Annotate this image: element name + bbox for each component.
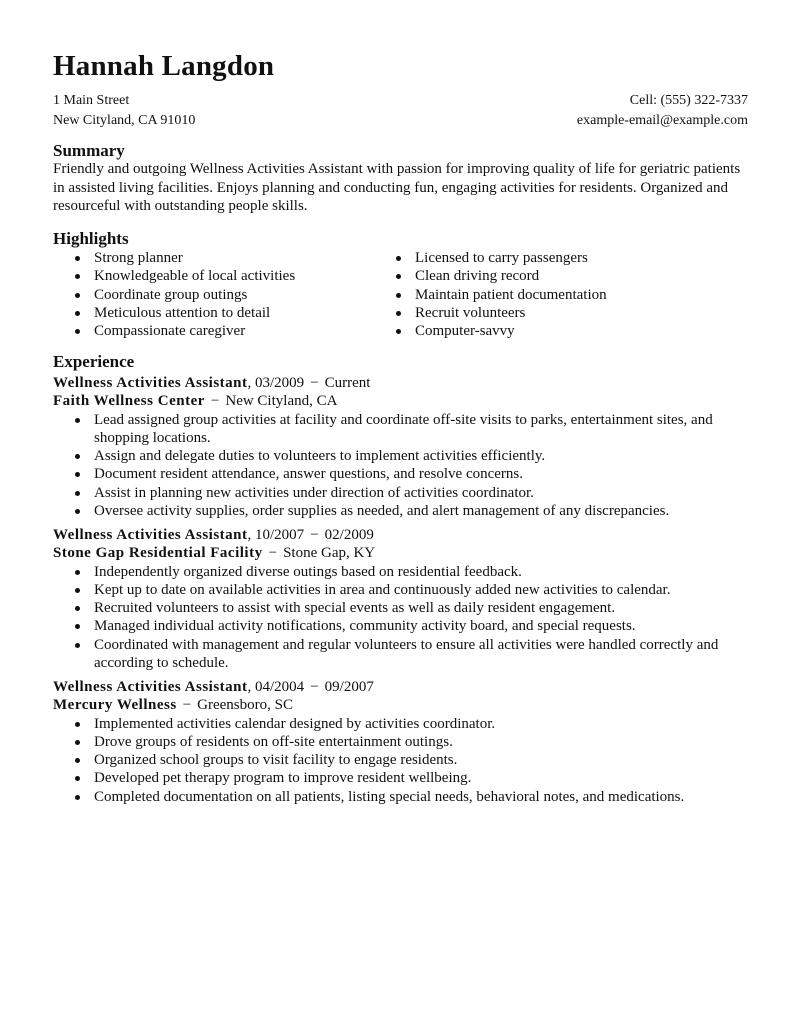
job-end-date: 09/2007: [324, 679, 374, 695]
highlight-item: Recruit volunteers: [415, 304, 607, 322]
job-start-date: , 04/2004: [247, 679, 305, 695]
highlight-item: Licensed to carry passengers: [415, 249, 607, 267]
highlights-list-left: [94, 249, 295, 340]
duty-item: Drove groups of residents on off-site entertainment outings.: [94, 733, 748, 751]
highlight-item: Meticulous attention to detail: [94, 304, 295, 322]
job-end-date: 02/2009: [324, 527, 374, 543]
job-entry: [53, 526, 748, 672]
employer-name: Stone Gap Residential Facility: [53, 545, 263, 562]
employer-location: New Cityland, CA: [225, 393, 338, 410]
job-duties-list: [94, 715, 748, 806]
duty-item: Lead assigned group activities at facility and coordinate off-site visits to parks, entertainment sites, and shopping locations.: [94, 411, 748, 448]
date-dash: −: [310, 375, 319, 391]
employer-location: Stone Gap, KY: [283, 545, 376, 562]
email-address: example-email@example.com: [576, 113, 748, 128]
duty-item: Assist in planning new activities under direction of activities coordinator.: [94, 484, 748, 502]
highlight-item: Clean driving record: [415, 267, 607, 285]
highlight-item: Maintain patient documentation: [415, 286, 607, 303]
duty-item: Kept up to date on available activities in area and continuously added new activities to calendar.: [94, 581, 748, 599]
experience-heading: Experience: [53, 352, 135, 371]
employer-line: [53, 696, 748, 714]
duty-item: Independently organized diverse outings based on residential feedback.: [94, 563, 748, 581]
location-dash: −: [210, 393, 220, 410]
location-dash: −: [268, 545, 278, 562]
job-end-date: Current: [324, 375, 371, 391]
employer-line: [53, 544, 748, 562]
highlight-item: Coordinate group outings: [94, 286, 295, 304]
duty-item: Developed pet therapy program to improve resident wellbeing.: [94, 769, 748, 787]
employer-location: Greensboro, SC: [197, 697, 293, 714]
job-entry: [53, 374, 748, 520]
employer-name: Mercury Wellness: [53, 697, 177, 714]
duty-item: Organized school groups to visit facility to engage residents.: [94, 751, 748, 769]
job-header: [53, 678, 748, 696]
job-title: Wellness Activities Assistant: [53, 375, 248, 391]
candidate-name: Hannah Langdon: [53, 50, 275, 82]
job-header: [53, 526, 748, 544]
duty-item: Implemented activities calendar designed by activities coordinator.: [94, 715, 748, 733]
highlight-item: Knowledgeable of local activities: [94, 268, 296, 285]
duty-item: Completed documentation on all patients, listing special needs, behavioral notes, and medications.: [94, 788, 748, 806]
date-dash: −: [310, 527, 319, 543]
job-title: Wellness Activities Assistant: [53, 527, 248, 543]
job-start-date: , 10/2007: [247, 527, 305, 543]
employer-line: [53, 392, 748, 410]
address-block: [53, 91, 195, 131]
duty-item: Managed individual activity notifications, community activity board, and special requests.: [94, 617, 748, 635]
job-header: [53, 374, 748, 392]
duty-item: Recruited volunteers to assist with special events as well as daily resident engagement.: [94, 599, 748, 617]
highlights-heading: Highlights: [53, 229, 129, 248]
highlight-item: Computer-savvy: [415, 322, 607, 340]
job-start-date: , 03/2009: [247, 375, 305, 391]
duty-item: Oversee activity supplies, order supplies as needed, and alert management of any discrepancies.: [94, 502, 748, 520]
job-title: Wellness Activities Assistant: [53, 679, 248, 695]
job-duties-list: [94, 411, 748, 521]
address-line-1: 1 Main Street: [53, 93, 130, 108]
duty-item: Assign and delegate duties to volunteers to implement activities efficiently.: [94, 447, 748, 465]
highlight-item: Compassionate caregiver: [94, 322, 295, 340]
job-duties-list: [94, 563, 748, 673]
summary-text: Friendly and outgoing Wellness Activities Assistant with passion for improving quality of life for geriatric patients in assisted living facilities. Enjoys planning and conducting fun, engaging activities for residents. Organized and resourceful with outstanding people skills.: [53, 161, 741, 214]
duty-item: Coordinated with management and regular volunteers to ensure all activities were handled correctly and according to schedule.: [94, 636, 748, 673]
location-dash: −: [182, 697, 192, 714]
highlights-list-right: [415, 249, 607, 340]
employer-name: Faith Wellness Center: [53, 393, 205, 410]
highlight-item: Strong planner: [94, 249, 295, 267]
address-line-2: New Cityland, CA 91010: [53, 113, 196, 128]
duty-item: Document resident attendance, answer questions, and resolve concerns.: [94, 465, 748, 483]
job-entry: [53, 678, 748, 806]
phone-number: Cell: (555) 322-7337: [629, 93, 748, 108]
date-dash: −: [310, 679, 319, 695]
summary-heading: Summary: [53, 141, 125, 160]
contact-block: [577, 91, 748, 131]
